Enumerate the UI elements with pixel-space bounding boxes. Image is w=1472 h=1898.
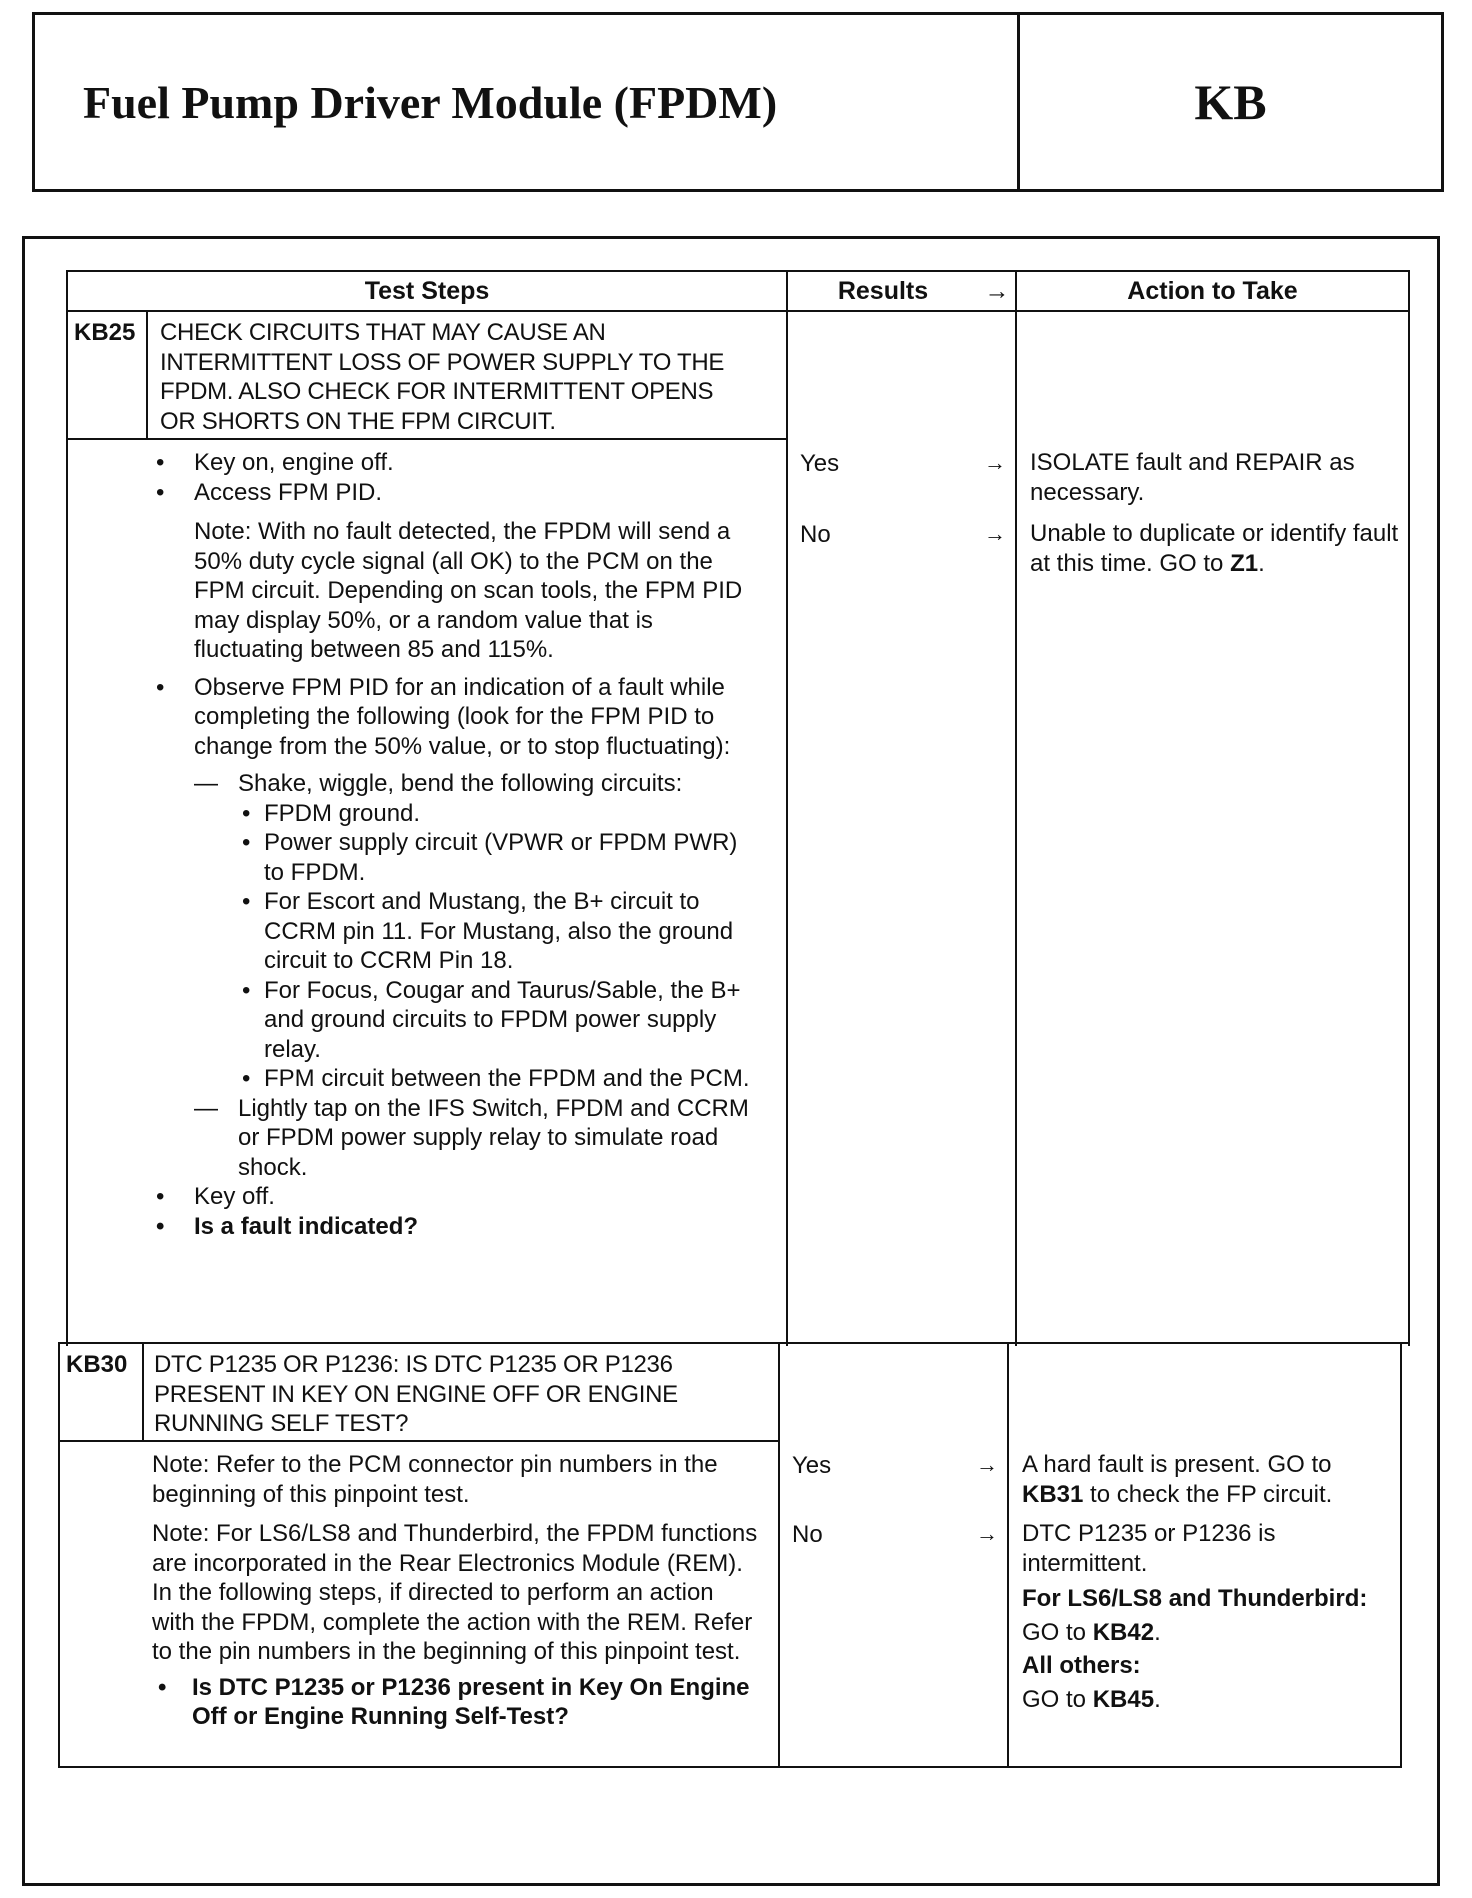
subheading: All others: — [1022, 1652, 1141, 1679]
page-title: Fuel Pump Driver Module (FPDM) — [35, 15, 1020, 189]
goto-kb31-link[interactable]: KB31 — [1022, 1480, 1084, 1508]
dash-item: — Lightly tap on the IFS Switch, FPDM and CCRM or FPDM power supply relay to simulate road shock. — [194, 1094, 750, 1183]
action-yes-kb30 — [1022, 1450, 1392, 1509]
header-arrow: → — [984, 276, 1010, 305]
result-yes-kb30: Yes — [792, 1452, 832, 1479]
dash-item: — Shake, wiggle, bend the following circuits: — [194, 769, 750, 799]
action-text: to check the FP circuit. — [1090, 1480, 1333, 1508]
action-yes-kb25: ISOLATE fault and REPAIR as necessary. — [1030, 449, 1355, 506]
goto-kb42-link[interactable]: KB42 — [1092, 1618, 1155, 1646]
bullet: • Access FPM PID. — [150, 478, 750, 508]
goto-kb45-link[interactable]: KB45 — [1092, 1685, 1155, 1713]
step-body-kb30 — [152, 1450, 762, 1732]
bullet: • Key on, engine off. — [150, 448, 750, 478]
bullet-question: • Is a fault indicated? — [150, 1212, 750, 1242]
step-id-kb30: KB30 — [66, 1351, 128, 1378]
action-text: Unable to duplicate or identify fault at this time. GO to — [1030, 520, 1399, 577]
step-title-kb30: DTC P1235 OR P1236: IS DTC P1235 OR P1236 PRESENT IN KEY ON ENGINE OFF OR ENGINE RUNNING SELF TEST? — [154, 1351, 678, 1437]
sub-bullet: • For Escort and Mustang, the B+ circuit to CCRM pin 11. For Mustang, also the ground circuit to CCRM Pin 18. — [238, 887, 750, 976]
bullet: • Key off. — [150, 1182, 750, 1212]
action-no-kb25 — [1030, 519, 1400, 578]
step-body-kb25 — [150, 448, 750, 1241]
sub-bullet: • Power supply circuit (VPWR or FPDM PWR) to FPDM. — [238, 828, 750, 887]
section-code: KB — [1194, 74, 1267, 130]
action-text: GO to — [1022, 1685, 1087, 1713]
sub-bullet: • FPM circuit between the FPDM and the PCM. — [238, 1064, 750, 1094]
header-test-steps: Test Steps — [364, 276, 490, 305]
action-text: DTC P1235 or P1236 is intermittent. — [1022, 1520, 1276, 1577]
result-no-kb25: No — [800, 521, 831, 548]
action-text: A hard fault is present. GO to — [1022, 1451, 1332, 1478]
result-no-kb30: No — [792, 1521, 823, 1548]
goto-z1-link[interactable]: Z1 — [1230, 549, 1259, 577]
page-header — [32, 12, 1444, 192]
note: Note: Refer to the PCM connector pin numbers in the beginning of this pinpoint test. — [152, 1451, 718, 1508]
header-results: Results — [837, 276, 929, 305]
action-text: GO to — [1022, 1618, 1087, 1646]
header-action: Action to Take — [1127, 276, 1298, 305]
sub-bullet: • FPDM ground. — [238, 799, 750, 829]
period: . — [1258, 549, 1265, 577]
arrow-icon: → — [976, 1521, 998, 1546]
action-no-kb30: DTC P1235 or P1236 is intermittent. For LS6/LS8 and Thunderbird: GO to KB42. All others: GO to KB45. — [1022, 1519, 1392, 1714]
arrow-icon: → — [976, 1452, 998, 1477]
arrow-icon: → — [984, 450, 1006, 475]
bullet-question: • Is DTC P1235 or P1236 present in Key On Engine Off or Engine Running Self-Test? — [152, 1673, 762, 1732]
result-yes-kb25: Yes — [800, 450, 840, 477]
note: Note: For LS6/LS8 and Thunderbird, the FPDM functions are incorporated in the Rear Electronics Module (REM). In the following steps, if directed to perform an action with the FPDM, complete the action with the REM. Refer to the pin numbers in the beginning of this pinpoint test. — [152, 1520, 758, 1665]
sub-bullet: • For Focus, Cougar and Taurus/Sable, the B+ and ground circuits to FPDM power supply relay. — [238, 976, 750, 1065]
note: Note: With no fault detected, the FPDM will send a 50% duty cycle signal (all OK) to the PCM on the FPM circuit. Depending on scan tools, the FPM PID may display 50%, or a random value that is fluctuating between 85 and 115%. — [194, 518, 743, 663]
arrow-icon: → — [984, 521, 1006, 546]
subheading: For LS6/LS8 and Thunderbird: — [1022, 1585, 1368, 1612]
bullet: • Observe FPM PID for an indication of a fault while completing the following (look for the FPM PID to change from the 50% value, or to stop fluctuating): — [150, 673, 750, 762]
step-id-kb25: KB25 — [74, 319, 136, 346]
step-title-kb25: CHECK CIRCUITS THAT MAY CAUSE AN INTERMITTENT LOSS OF POWER SUPPLY TO THE FPDM. ALSO CHECK FOR INTERMITTENT OPENS OR SHORTS ON THE FPM CIRCUIT. — [160, 319, 725, 435]
